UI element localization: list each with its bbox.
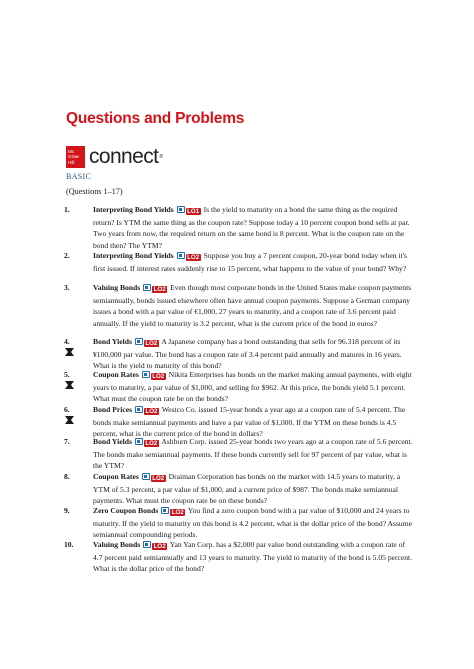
learning-objective-label: LO2 (152, 373, 165, 380)
question-text: Ashburn Corp. issued 25-year bonds two years ago at a coupon rate of 5.6 percent. The bonds make semiannual payments. If these bonds currently sell for 97 percent of par value, what is the YTM? (93, 437, 413, 471)
connect-link-icon (143, 284, 151, 291)
learning-objective-label: LO2 (187, 254, 200, 261)
learning-objective-badge[interactable] (143, 283, 167, 295)
mcgraw-hill-logo-box (66, 146, 85, 168)
question-number: 3. (64, 283, 70, 292)
connect-link-icon (135, 338, 143, 345)
learning-objective-badge[interactable] (135, 337, 159, 349)
connect-word: connect (89, 145, 159, 168)
question-topic: Valuing Bonds (93, 283, 141, 292)
question-number: 4. (64, 337, 70, 346)
question-body (93, 436, 413, 472)
learning-objective-label: LO1 (187, 208, 200, 215)
question-topic: Valuing Bonds (93, 540, 141, 549)
question-body (93, 369, 413, 405)
question-number: 5. (64, 370, 70, 379)
learning-objective-label: LO2 (153, 543, 166, 550)
question-text: Nikita Enterprises has bonds on the market making annual payments, with eight years to maturity, a par value of $1,000, and selling for $962. At this price, the bonds yield 5.1 percent. What must the coupon rate be on the bonds? (93, 370, 412, 404)
connect-link-icon (135, 438, 143, 445)
question-number: 6. (64, 405, 70, 414)
learning-objective-label: LO2 (145, 340, 158, 347)
learning-objective-badge[interactable] (143, 540, 167, 552)
question-number: 2. (64, 251, 70, 260)
learning-objective-badge[interactable] (135, 437, 159, 449)
learning-objective-badge[interactable] (142, 370, 166, 382)
learning-objective-badge[interactable] (177, 205, 201, 217)
question-text: Westco Co. issued 15-year bonds a year ago at a coupon rate of 5.4 percent. The bonds make semiannual payments and have a par value of $1,000. If the YTM on these bonds is 4.5 percent, what is the current price of the bond in dollars? (93, 405, 406, 439)
question-topic: Zero Coupon Bonds (93, 506, 159, 515)
excel-master-icon (65, 348, 74, 356)
learning-objective-badge[interactable] (161, 506, 185, 518)
connect-link-icon (161, 507, 169, 514)
connect-link-icon (142, 473, 150, 480)
question-text: A Japanese company has a bond outstanding that sells for 96.318 percent of its ¥100,000 par value. The bond has a coupon rate of 3.4 percent paid annually and matures in 16 years. What is the yield to maturity of this bond? (93, 337, 402, 371)
learning-objective-badge[interactable] (142, 472, 166, 484)
connect-link-icon (142, 371, 150, 378)
logo-box-line: Mc (68, 149, 75, 155)
learning-objective-label: LO2 (145, 408, 158, 415)
question-topic: Interpreting Bond Yields (93, 205, 174, 214)
connect-wordmark (89, 146, 162, 168)
difficulty-level-label: BASIC (66, 172, 92, 181)
connect-link-icon (177, 206, 185, 213)
logo-box-line: Graw (68, 154, 79, 160)
question-number: 8. (64, 472, 70, 481)
learning-objective-label: LO2 (145, 440, 158, 447)
learning-objective-badge[interactable] (135, 405, 159, 417)
logo-box-line: Hill (68, 159, 75, 165)
question-text: Even though most corporate bonds in the United States make coupon payments semiannually, bonds issued elsewhere often have annual coupon payments. Suppose a German company issues a bond with a par value of €1,000, 27 years to maturity, and a coupon rate of 3.6 percent paid annually. If the yield to maturity is 3.2 percent, what is the current price of the bond in euros? (93, 283, 412, 328)
learning-objective-label: LO2 (152, 475, 165, 482)
question-body (93, 539, 413, 575)
question-body (93, 204, 413, 251)
question-text: Yan Yan Corp. has a $2,000 par value bond outstanding with a coupon rate of 4.7 percent paid semiannually and 13 years to maturity. The yield to maturity of the bond is 5.05 percent. What is the dollar price of the bond? (93, 540, 413, 574)
connect-link-icon (177, 252, 185, 259)
question-text: Suppose you buy a 7 percent coupon, 20-year bond today when it's first issued. If interest rates suddenly rise to 15 percent, what happens to the value of your bond? Why? (93, 251, 407, 274)
question-topic: Bond Yields (93, 337, 132, 346)
question-number: 10. (64, 540, 74, 549)
connect-link-icon (143, 541, 151, 548)
question-topic: Interpreting Bond Yields (93, 251, 174, 260)
question-body (93, 404, 413, 440)
question-number: 1. (64, 205, 70, 214)
question-number: 9. (64, 506, 70, 515)
question-text: Is the yield to maturity on a bond the same thing as the required return? Is YTM the same thing as the coupon rate? Suppose today a 10 percent coupon bond sells at par. Two years from now, the required return on the same bond is 8 percent. What is the coupon rate on the bond then? The YTM? (93, 205, 410, 250)
question-text: Draiman Corporation has bonds on the market with 14.5 years to maturity, a YTM of 5.3 percent, a par value of $1,000, and a current price of $987. The bonds make semiannual payments. What must the coupon rate be on these bonds? (93, 472, 401, 506)
connect-link-icon (135, 406, 143, 413)
question-body (93, 471, 413, 507)
section-title: Questions and Problems (66, 110, 245, 127)
trademark-symbol: ® (159, 154, 163, 160)
question-topic: Coupon Rates (93, 472, 139, 481)
question-number: 7. (64, 437, 70, 446)
question-text: You find a zero coupon bond with a par value of $10,000 and 24 years to maturity. If the yield to maturity on this bond is 4.2 percent, what is the dollar price of the bond? Assume semiannual compounding periods. (93, 506, 413, 540)
question-body (93, 282, 413, 329)
question-topic: Bond Yields (93, 437, 132, 446)
learning-objective-label: LO2 (171, 509, 184, 516)
question-topic: Coupon Rates (93, 370, 139, 379)
learning-objective-label: LO2 (153, 286, 166, 293)
excel-master-icon (65, 416, 74, 424)
questions-range: (Questions 1–17) (66, 187, 123, 196)
question-body (93, 505, 413, 541)
question-topic: Bond Prices (93, 405, 133, 414)
learning-objective-badge[interactable] (177, 251, 201, 263)
question-body (93, 250, 413, 274)
mcgraw-hill-connect-logo (66, 146, 162, 168)
excel-master-icon (65, 381, 74, 389)
question-body (93, 336, 413, 372)
